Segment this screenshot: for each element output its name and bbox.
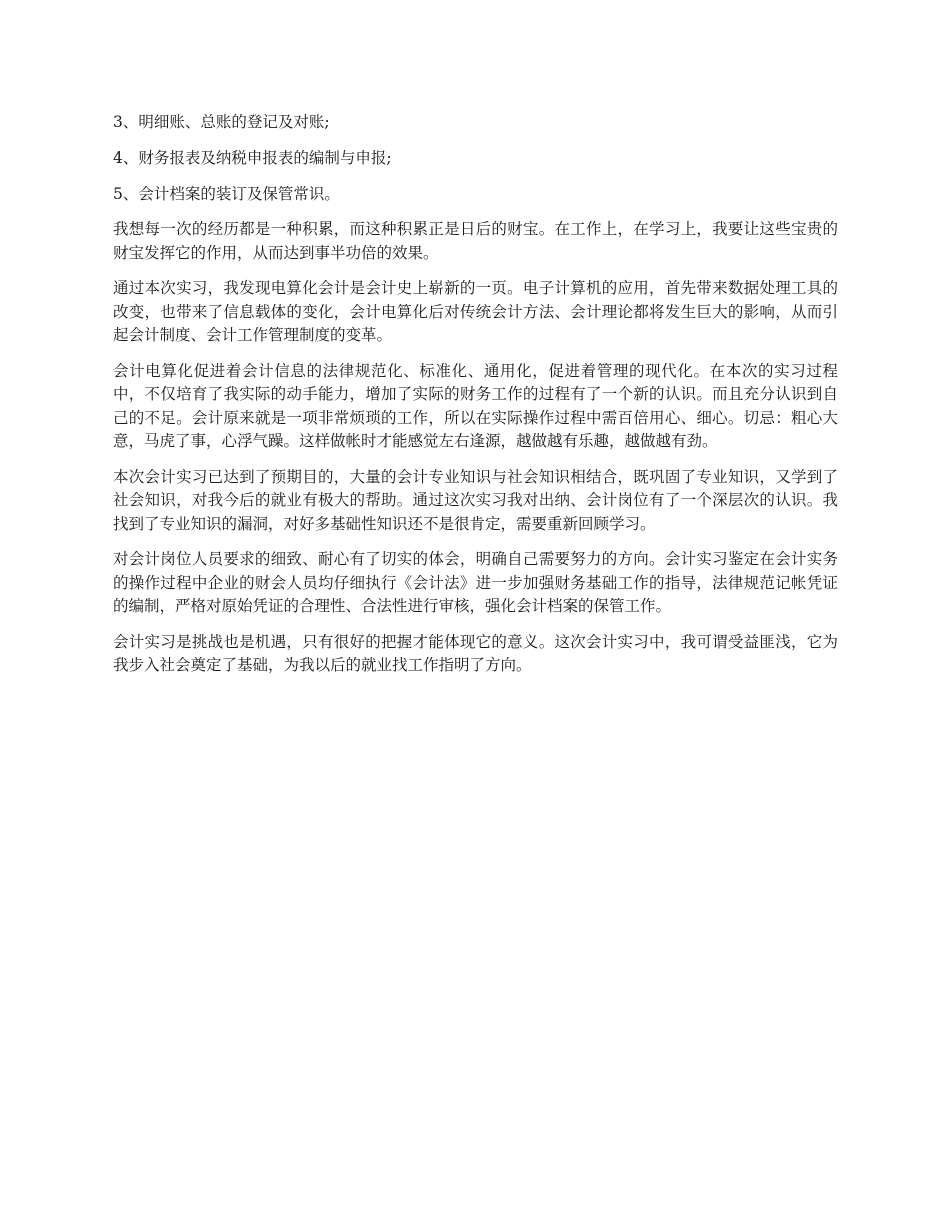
paragraph-4: 本次会计实习已达到了预期目的，大量的会计专业知识与社会知识相结合，既巩固了专业知识，又学到了社会知识，对我今后的就业有极大的帮助。通过这次实习我对出纳、会计岗位有了一个深层次的认识。我找到了专业知识的漏洞，对好多基础性知识还不是很肯定，需要重新回顾学习。 — [113, 467, 838, 533]
paragraph-1: 我想每一次的经历都是一种积累，而这种积累正是日后的财宝。在工作上，在学习上，我要让这些宝贵的财宝发挥它的作用，从而达到事半功倍的效果。 — [113, 220, 838, 262]
paragraph-6: 会计实习是挑战也是机遇，只有很好的把握才能体现它的意义。这次会计实习中，我可谓受益匪浅，它为我步入社会奠定了基础，为我以后的就业找工作指明了方向。 — [113, 632, 838, 674]
list-item-5: 5、会计档案的装订及保管常识。 — [113, 185, 340, 203]
document-page — [113, 110, 838, 690]
list-item-3: 3、明细账、总账的登记及对账; — [113, 113, 330, 131]
paragraph-2: 通过本次实习，我发现电算化会计是会计史上崭新的一页。电子计算机的应用，首先带来数据处理工具的改变，也带来了信息载体的变化，会计电算化后对传统会计方法、会计理论都将发生巨大的影响，从而引起会计制度、会计工作管理制度的变革。 — [113, 279, 838, 344]
paragraph-3: 会计电算化促进着会计信息的法律规范化、标准化、通用化，促进着管理的现代化。在本次的实习过程中，不仅培育了我实际的动手能力，增加了实际的财务工作的过程有了一个新的认识。而且充分认识到自己的不足。会计原来就是一项非常烦琐的工作，所以在实际操作过程中需百倍用心、细心。切忌：粗心大意，马虎了事，心浮气躁。这样做帐时才能感觉左右逢源，越做越有乐趣，越做越有劲。 — [113, 361, 838, 450]
list-item-4: 4、财务报表及纳税申报表的编制与申报; — [113, 149, 392, 167]
paragraph-5: 对会计岗位人员要求的细致、耐心有了切实的体会，明确自己需要努力的方向。会计实习鉴定在会计实务的操作过程中企业的财会人员均仔细执行《会计法》进一步加强财务基础工作的指导，法律规范记帐凭证的编制，严格对原始凭证的合理性、合法性进行审核，强化会计档案的保管工作。 — [113, 550, 838, 615]
